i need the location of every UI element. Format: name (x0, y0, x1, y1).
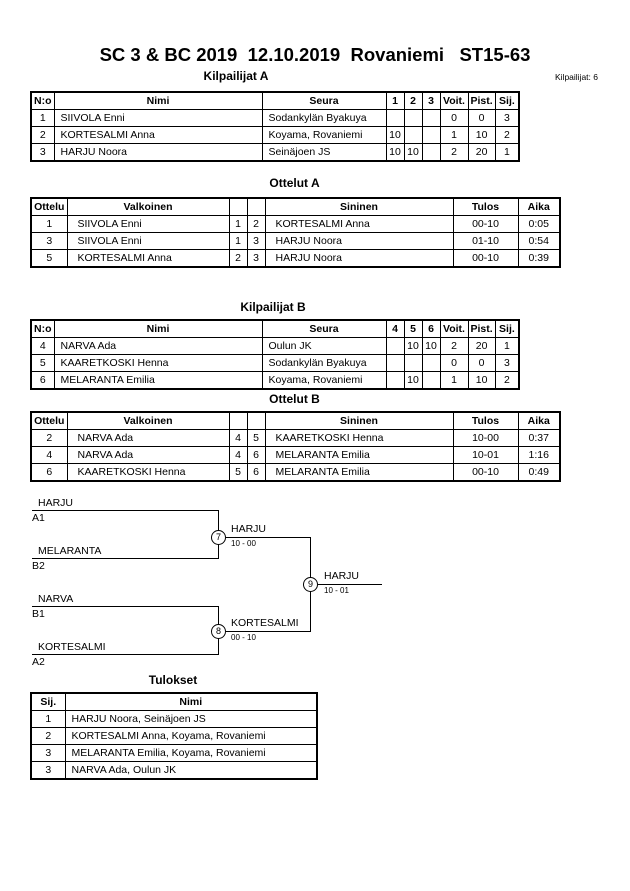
cell: 10 (386, 127, 404, 144)
matches-a-table (30, 197, 561, 268)
header-cell: 4 (386, 320, 404, 338)
cell: 6 (247, 447, 265, 464)
pool-a-heading-row (0, 69, 630, 84)
cell: 10-00 (453, 430, 518, 447)
cell: 00-10 (453, 216, 518, 233)
cell: KORTESALMI Anna (265, 216, 453, 233)
cell: 1 (31, 216, 67, 233)
table-row (31, 447, 560, 464)
table-row (31, 216, 560, 233)
cell: 1 (495, 144, 519, 162)
header-cell: N:o (31, 320, 54, 338)
cell: Sodankylän Byakuya (262, 355, 386, 372)
bracket-line (32, 606, 218, 607)
cell: 4 (31, 447, 67, 464)
table-row (31, 110, 519, 127)
cell: KORTESALMI Anna (67, 250, 229, 268)
header-cell: Pist. (468, 320, 495, 338)
table-row (31, 372, 519, 390)
header-cell: Valkoinen (67, 198, 229, 216)
cell: 10 (404, 372, 422, 390)
bracket-entry-name: MELARANTA (38, 545, 102, 557)
cell: 10-01 (453, 447, 518, 464)
header-cell: Aika (518, 198, 560, 216)
bracket-entry-seed: A2 (32, 656, 45, 668)
bracket-winner-name: HARJU (231, 523, 267, 535)
cell: 1 (31, 110, 54, 127)
results-heading: Tulokset (148, 673, 198, 687)
cell: 1 (31, 711, 65, 728)
cell: 0:37 (518, 430, 560, 447)
cell: 0 (440, 355, 468, 372)
header-cell: Ottelu (31, 198, 67, 216)
bracket-match-score: 10 - 01 (324, 586, 349, 595)
bracket-line (226, 537, 310, 538)
cell: 1 (440, 372, 468, 390)
table-row (31, 711, 317, 728)
cell: 3 (31, 762, 65, 780)
cell: 5 (229, 464, 247, 482)
bracket-entry-seed: B1 (32, 608, 45, 620)
cell: 1 (440, 127, 468, 144)
cell: NARVA Ada, Oulun JK (65, 762, 317, 780)
matches-b-table (30, 411, 561, 482)
bracket-match-score: 10 - 00 (231, 539, 256, 548)
cell: MELARANTA Emilia (265, 464, 453, 482)
header-cell: Voit. (440, 92, 468, 110)
cell: 10 (404, 144, 422, 162)
cell: 3 (31, 233, 67, 250)
bracket-entry-seed: A1 (32, 512, 45, 524)
bracket-winner-name: HARJU (324, 570, 360, 582)
header-cell: Tulos (453, 412, 518, 430)
header-cell: Sij. (31, 693, 65, 711)
header-cell: N:o (31, 92, 54, 110)
cell: 10 (468, 372, 495, 390)
matches-b-heading: Ottelut B (269, 392, 320, 406)
cell: 0 (440, 110, 468, 127)
cell: 0 (468, 355, 495, 372)
cell (386, 338, 404, 355)
header-cell (247, 412, 265, 430)
table-row (31, 355, 519, 372)
cell: 00-10 (453, 250, 518, 268)
header-cell: Voit. (440, 320, 468, 338)
cell: 1:16 (518, 447, 560, 464)
table-row (31, 338, 519, 355)
cell: 0:54 (518, 233, 560, 250)
bracket-match-node: 9 (303, 577, 318, 592)
cell: Koyama, Rovaniemi (262, 372, 386, 390)
cell (386, 355, 404, 372)
cell: HARJU Noora, Seinäjoen JS (65, 711, 317, 728)
cell: Oulun JK (262, 338, 386, 355)
cell: MELARANTA Emilia, Koyama, Rovaniemi (65, 745, 317, 762)
bracket-line (32, 654, 218, 655)
header-cell: 1 (386, 92, 404, 110)
cell: KORTESALMI Anna (54, 127, 262, 144)
header-cell (229, 412, 247, 430)
cell: 1 (229, 233, 247, 250)
cell: 3 (495, 110, 519, 127)
cell: 10 (386, 144, 404, 162)
cell: 01-10 (453, 233, 518, 250)
cell: NARVA Ada (67, 430, 229, 447)
bracket-line (318, 584, 382, 585)
header-cell: Seura (262, 92, 386, 110)
header-cell: Seura (262, 320, 386, 338)
cell: 0:49 (518, 464, 560, 482)
cell: 4 (229, 430, 247, 447)
header-cell: 3 (422, 92, 440, 110)
elimination-bracket (0, 496, 630, 671)
cell: 2 (495, 127, 519, 144)
table-header-row (31, 198, 560, 216)
header-cell: Sininen (265, 412, 453, 430)
header-cell: 5 (404, 320, 422, 338)
cell: KAARETKOSKI Henna (265, 430, 453, 447)
cell: NARVA Ada (54, 338, 262, 355)
bracket-line (32, 558, 218, 559)
cell (422, 127, 440, 144)
cell: 2 (229, 250, 247, 268)
cell: 5 (31, 355, 54, 372)
table-row (31, 728, 317, 745)
bracket-entry-seed: B2 (32, 560, 45, 572)
cell: 3 (247, 233, 265, 250)
cell: 6 (247, 464, 265, 482)
table-header-row (31, 693, 317, 711)
matches-a-heading: Ottelut A (269, 176, 320, 190)
cell: 0 (468, 110, 495, 127)
bracket-line (226, 631, 310, 632)
cell (404, 127, 422, 144)
table-header-row (31, 412, 560, 430)
cell: 4 (229, 447, 247, 464)
cell: 1 (229, 216, 247, 233)
competitors-count: Kilpailijat: 6 (555, 72, 598, 82)
table-row (31, 127, 519, 144)
header-cell (247, 198, 265, 216)
pool-a-heading: Kilpailijat A (203, 69, 269, 83)
cell: 10 (422, 338, 440, 355)
cell: NARVA Ada (67, 447, 229, 464)
bracket-match-node: 7 (211, 530, 226, 545)
table-row (31, 250, 560, 268)
cell: KAARETKOSKI Henna (67, 464, 229, 482)
header-cell: Nimi (54, 92, 262, 110)
cell: KAARETKOSKI Henna (54, 355, 262, 372)
header-cell: Sij. (495, 320, 519, 338)
cell: 0:39 (518, 250, 560, 268)
table-header-row (31, 320, 519, 338)
header-cell: Nimi (54, 320, 262, 338)
table-row (31, 233, 560, 250)
cell: HARJU Noora (265, 233, 453, 250)
header-cell (229, 198, 247, 216)
cell: HARJU Noora (54, 144, 262, 162)
pool-b-table (30, 319, 520, 390)
cell (386, 110, 404, 127)
pool-a-table (30, 91, 520, 162)
header-cell: Pist. (468, 92, 495, 110)
header-cell: 2 (404, 92, 422, 110)
bracket-match-score: 00 - 10 (231, 633, 256, 642)
header-cell: Sininen (265, 198, 453, 216)
cell: MELARANTA Emilia (54, 372, 262, 390)
bracket-line (32, 510, 218, 511)
cell: 00-10 (453, 464, 518, 482)
cell: 3 (31, 144, 54, 162)
table-row (31, 745, 317, 762)
bracket-entry-name: NARVA (38, 593, 74, 605)
page-title: SC 3 & BC 2019 12.10.2019 Rovaniemi ST15-63 (99, 44, 531, 65)
cell: 6 (31, 464, 67, 482)
table-row (31, 762, 317, 780)
cell: 1 (495, 338, 519, 355)
cell: 3 (31, 745, 65, 762)
cell: MELARANTA Emilia (265, 447, 453, 464)
header-cell: Tulos (453, 198, 518, 216)
cell: SIIVOLA Enni (67, 233, 229, 250)
cell: 10 (404, 338, 422, 355)
table-header-row (31, 92, 519, 110)
cell: HARJU Noora (265, 250, 453, 268)
cell: SIIVOLA Enni (67, 216, 229, 233)
header-cell: 6 (422, 320, 440, 338)
cell: 5 (247, 430, 265, 447)
header-cell: Nimi (65, 693, 317, 711)
cell (422, 144, 440, 162)
cell (422, 355, 440, 372)
cell: 2 (31, 430, 67, 447)
cell: 2 (247, 216, 265, 233)
header-cell: Aika (518, 412, 560, 430)
cell: 10 (468, 127, 495, 144)
cell: 2 (495, 372, 519, 390)
cell: Koyama, Rovaniemi (262, 127, 386, 144)
header-cell: Ottelu (31, 412, 67, 430)
cell (404, 355, 422, 372)
bracket-entry-name: KORTESALMI (38, 641, 106, 653)
pool-b-heading: Kilpailijat B (240, 300, 306, 314)
results-table (30, 692, 318, 780)
bracket-entry-name: HARJU (38, 497, 74, 509)
bracket-match-node: 8 (211, 624, 226, 639)
cell: 20 (468, 144, 495, 162)
cell: 3 (247, 250, 265, 268)
table-row (31, 430, 560, 447)
cell: 5 (31, 250, 67, 268)
header-cell: Sij. (495, 92, 519, 110)
cell: Seinäjoen JS (262, 144, 386, 162)
cell: 3 (495, 355, 519, 372)
cell: 20 (468, 338, 495, 355)
table-row (31, 144, 519, 162)
bracket-winner-name: KORTESALMI (231, 617, 299, 629)
cell: 2 (31, 127, 54, 144)
cell: 2 (31, 728, 65, 745)
cell: 2 (440, 338, 468, 355)
cell (422, 372, 440, 390)
table-row (31, 464, 560, 482)
cell: SIIVOLA Enni (54, 110, 262, 127)
cell: 2 (440, 144, 468, 162)
cell: 0:05 (518, 216, 560, 233)
cell: 4 (31, 338, 54, 355)
cell: 6 (31, 372, 54, 390)
cell: KORTESALMI Anna, Koyama, Rovaniemi (65, 728, 317, 745)
cell (422, 110, 440, 127)
cell: Sodankylän Byakuya (262, 110, 386, 127)
header-cell: Valkoinen (67, 412, 229, 430)
cell (404, 110, 422, 127)
cell (386, 372, 404, 390)
